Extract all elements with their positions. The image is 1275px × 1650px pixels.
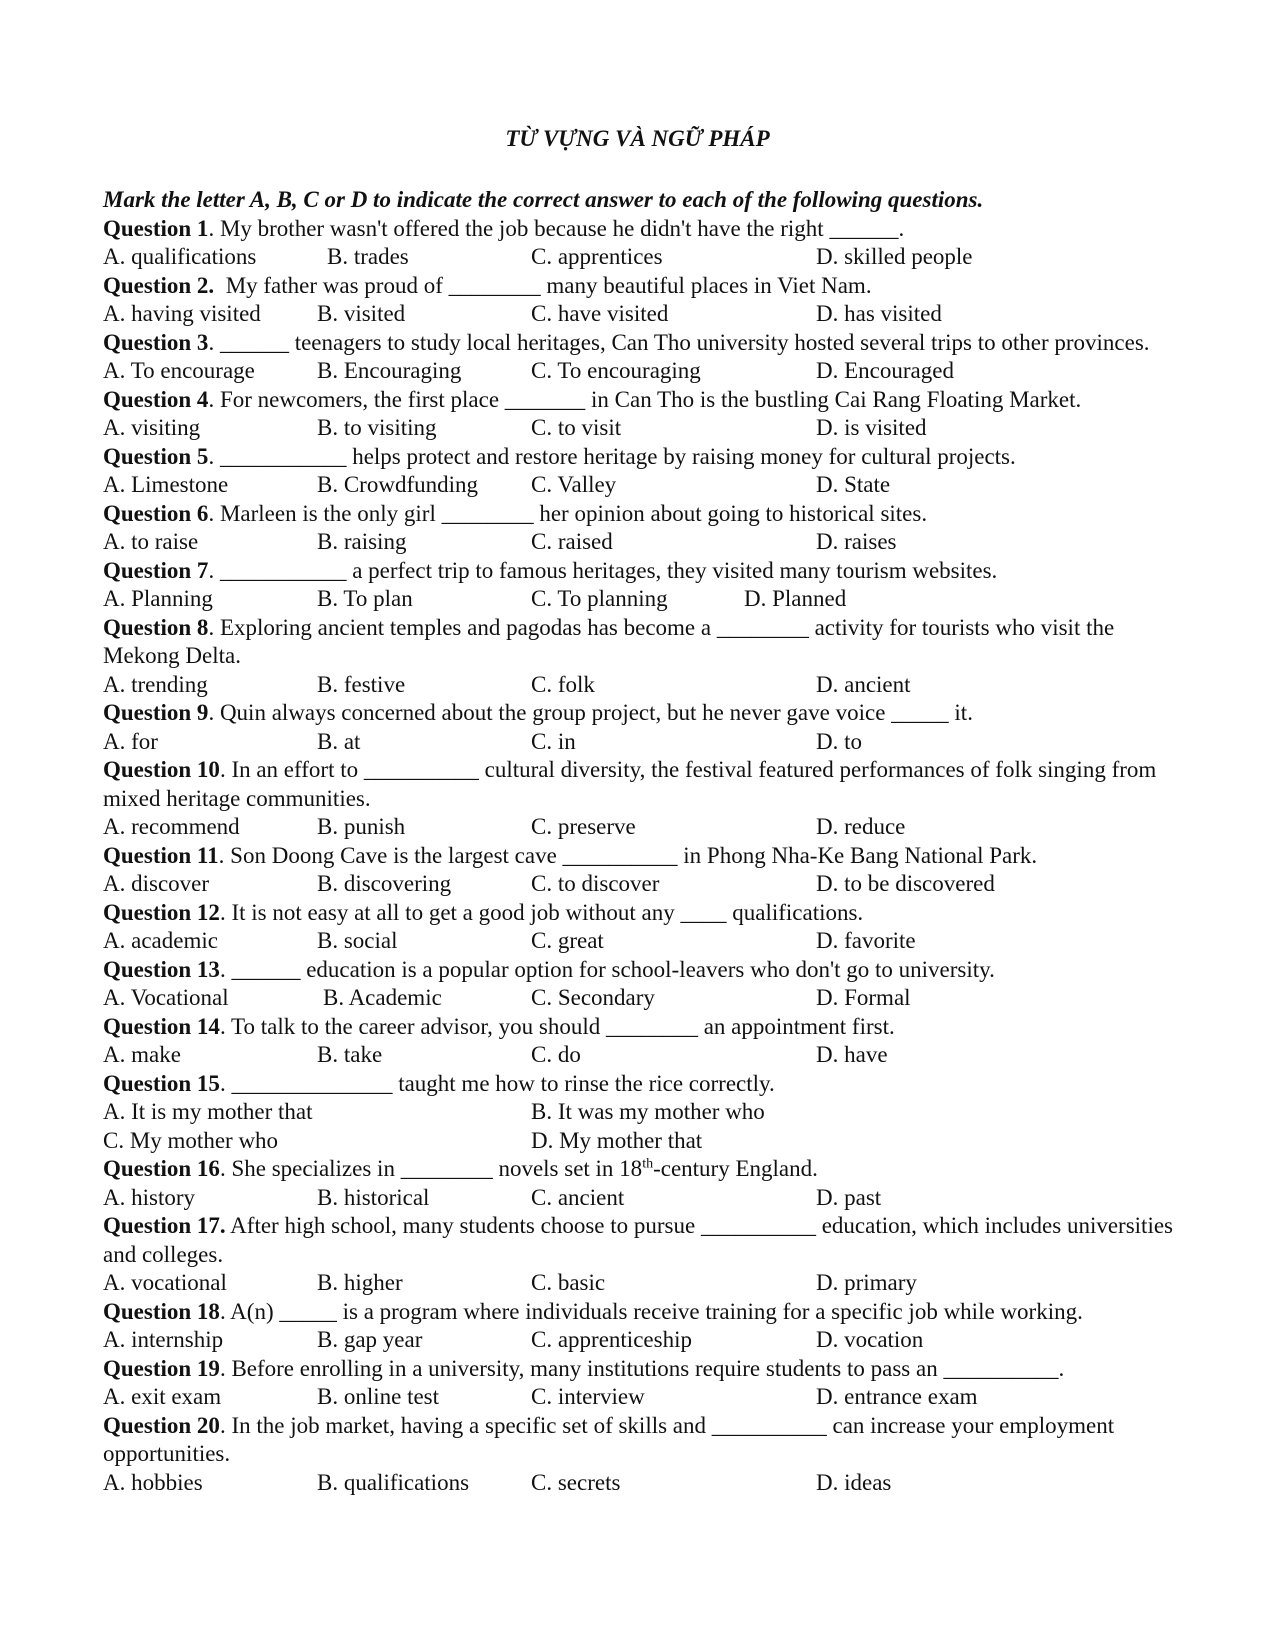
option-a[interactable]: A. recommend bbox=[103, 814, 240, 839]
options-row bbox=[103, 870, 1193, 899]
options-row bbox=[103, 1469, 1193, 1498]
question-text: . Quin always concerned about the group project, but he never gave voice _____ it. bbox=[208, 700, 973, 725]
question-text: . In an effort to __________ cultural diversity, the festival featured performances of folk singing from mixed heritage communities. bbox=[103, 757, 1157, 811]
question-label: Question 6 bbox=[103, 500, 209, 526]
question-list bbox=[103, 186, 1193, 1497]
question-text: . For newcomers, the first place _______ in Can Tho is the bustling Cai Rang Floating Market. bbox=[208, 386, 1082, 412]
option-b[interactable]: B. punish bbox=[317, 814, 406, 839]
question-stem bbox=[103, 215, 1193, 244]
option-c[interactable]: C. To encouraging bbox=[531, 358, 701, 383]
question-label: Question 9 bbox=[103, 700, 209, 725]
question-text: After high school, many students choose to pursue __________ education, which includes universities and colleges. bbox=[103, 1213, 1173, 1267]
question-stem bbox=[103, 1412, 1193, 1469]
option-d[interactable]: D. is visited bbox=[816, 415, 927, 440]
option-a[interactable]: A. exit exam bbox=[103, 1384, 222, 1409]
option-a[interactable]: A. having visited bbox=[103, 301, 261, 326]
option-b[interactable]: B. Academic bbox=[323, 985, 442, 1010]
option-d[interactable]: D. Planned bbox=[744, 586, 847, 611]
question-9 bbox=[103, 699, 1193, 756]
option-a[interactable]: A. hobbies bbox=[103, 1469, 203, 1495]
question-stem bbox=[103, 386, 1193, 415]
question-1 bbox=[103, 215, 1193, 272]
option-c[interactable]: C. apprentices bbox=[531, 244, 663, 269]
options-row bbox=[103, 927, 1193, 956]
option-b[interactable]: B. historical bbox=[317, 1184, 430, 1210]
question-label: Question 18 bbox=[103, 1298, 220, 1324]
option-d[interactable]: D. favorite bbox=[816, 928, 916, 953]
question-2 bbox=[103, 272, 1193, 329]
option-c[interactable]: C. My mother who bbox=[103, 1127, 279, 1153]
question-13 bbox=[103, 956, 1193, 1013]
option-b[interactable]: B. festive bbox=[317, 671, 406, 697]
option-b[interactable]: B. trades bbox=[327, 244, 409, 269]
options-grid bbox=[103, 1098, 1193, 1155]
question-label: Question 10 bbox=[103, 757, 220, 782]
option-c[interactable]: C. Secondary bbox=[531, 985, 655, 1010]
option-d[interactable]: D. Formal bbox=[816, 985, 911, 1010]
question-label: Question 20 bbox=[103, 1412, 220, 1438]
question-4 bbox=[103, 386, 1193, 443]
question-text: . To talk to the career advisor, you should ________ an appointment first. bbox=[219, 1013, 895, 1039]
question-text: . ______ teenagers to study local heritages, Can Tho university hosted several trips to other provinces. bbox=[208, 329, 1150, 355]
instruction-text: Mark the letter A, B, C or D to indicate the correct answer to each of the following questions. bbox=[103, 187, 984, 212]
option-d[interactable]: D. entrance exam bbox=[816, 1384, 978, 1409]
question-label: Question 3 bbox=[103, 329, 209, 355]
question-label: Question 1 bbox=[103, 215, 209, 241]
option-c[interactable]: C. folk bbox=[531, 671, 595, 697]
question-stem bbox=[103, 1298, 1193, 1327]
question-label: Question 4 bbox=[103, 386, 209, 412]
question-text: . In the job market, having a specific set of skills and __________ can increase your employment opportunities. bbox=[103, 1412, 1115, 1466]
option-a[interactable]: A. qualifications bbox=[103, 244, 257, 269]
option-b[interactable]: B. Encouraging bbox=[317, 358, 462, 383]
option-b[interactable]: B. online test bbox=[317, 1384, 440, 1409]
question-stem bbox=[103, 756, 1193, 813]
option-d[interactable]: D. to be discovered bbox=[816, 871, 995, 896]
option-d[interactable]: D. ancient bbox=[816, 671, 911, 697]
option-c[interactable]: C. have visited bbox=[531, 301, 669, 326]
option-b[interactable]: B. at bbox=[317, 728, 361, 754]
question-stem bbox=[103, 1070, 1193, 1099]
option-c[interactable]: C. ancient bbox=[531, 1184, 625, 1210]
options-row bbox=[103, 357, 1193, 386]
question-stem bbox=[103, 1155, 1193, 1184]
option-b[interactable]: B. higher bbox=[317, 1270, 403, 1295]
option-b[interactable]: B. raising bbox=[317, 529, 407, 554]
options-row bbox=[103, 1269, 1193, 1298]
question-16 bbox=[103, 1155, 1193, 1212]
question-text: My father was proud of ________ many beautiful places in Viet Nam. bbox=[214, 272, 872, 298]
option-a[interactable]: A. trending bbox=[103, 671, 208, 697]
question-stem bbox=[103, 1355, 1193, 1384]
question-text: . Before enrolling in a university, many institutions require students to pass an __________. bbox=[219, 1355, 1065, 1381]
question-6 bbox=[103, 500, 1193, 557]
option-d[interactable]: D. State bbox=[816, 472, 891, 497]
page-title: TỪ VỰNG VÀ NGỮ PHÁP bbox=[505, 126, 770, 151]
option-d[interactable]: D. ideas bbox=[816, 1469, 892, 1495]
question-label: Question 5 bbox=[103, 443, 209, 469]
question-20 bbox=[103, 1412, 1193, 1498]
option-b[interactable]: B. Crowdfunding bbox=[317, 472, 478, 497]
option-a[interactable]: A. to raise bbox=[103, 529, 199, 554]
option-d[interactable]: D. have bbox=[816, 1042, 888, 1067]
option-c[interactable]: C. do bbox=[531, 1042, 581, 1067]
options-row bbox=[103, 984, 1193, 1013]
option-a[interactable]: A. vocational bbox=[103, 1270, 227, 1295]
question-label: Question 14 bbox=[103, 1013, 220, 1039]
question-text: . ______ education is a popular option for school-leavers who don't go to university. bbox=[219, 956, 995, 982]
option-c[interactable]: C. raised bbox=[531, 529, 613, 554]
question-8 bbox=[103, 614, 1193, 700]
question-12 bbox=[103, 899, 1193, 956]
option-b[interactable]: B. visited bbox=[317, 301, 406, 326]
options-row bbox=[103, 528, 1193, 557]
option-a[interactable]: A. Planning bbox=[103, 586, 213, 611]
option-b[interactable]: B. qualifications bbox=[317, 1469, 470, 1495]
option-d[interactable]: D. past bbox=[816, 1184, 882, 1210]
question-text: . ______________ taught me how to rinse the rice correctly. bbox=[219, 1070, 775, 1096]
question-stem bbox=[103, 272, 1193, 301]
option-c[interactable]: C. basic bbox=[531, 1270, 606, 1295]
option-a[interactable]: A. history bbox=[103, 1184, 195, 1210]
option-d[interactable]: D. Encouraged bbox=[816, 358, 954, 383]
question-text-end: -century England. bbox=[653, 1156, 818, 1181]
option-a[interactable]: A. Vocational bbox=[103, 985, 229, 1010]
question-10 bbox=[103, 756, 1193, 842]
question-text: . My brother wasn't offered the job because he didn't have the right ______. bbox=[208, 215, 905, 241]
question-label: Question 15 bbox=[103, 1070, 220, 1096]
question-stem bbox=[103, 842, 1193, 871]
option-a[interactable]: A. visiting bbox=[103, 415, 201, 440]
option-a[interactable]: A. To encourage bbox=[103, 358, 255, 383]
option-b[interactable]: B. to visiting bbox=[317, 415, 437, 440]
question-17 bbox=[103, 1212, 1193, 1298]
option-a[interactable]: A. for bbox=[103, 728, 158, 754]
question-label: Question 17. bbox=[103, 1213, 226, 1238]
option-a[interactable]: A. discover bbox=[103, 871, 210, 896]
option-c[interactable]: C. interview bbox=[531, 1384, 645, 1409]
option-c[interactable]: C. in bbox=[531, 728, 576, 754]
question-text: . Marleen is the only girl ________ her opinion about going to historical sites. bbox=[208, 500, 928, 526]
option-a[interactable]: A. Limestone bbox=[103, 472, 229, 497]
option-b[interactable]: B. take bbox=[317, 1042, 383, 1067]
question-19 bbox=[103, 1355, 1193, 1412]
options-row bbox=[103, 1383, 1193, 1412]
question-text: . It is not easy at all to get a good job without any ____ qualifications. bbox=[219, 899, 864, 925]
question-label: Question 16 bbox=[103, 1156, 220, 1181]
question-text: . A(n) _____ is a program where individuals receive training for a specific job while working. bbox=[219, 1298, 1083, 1324]
option-b[interactable]: B. gap year bbox=[317, 1327, 423, 1352]
options-row bbox=[103, 243, 1193, 272]
question-text: . Exploring ancient temples and pagodas has become a ________ activity for tourists who visit the Mekong Delta. bbox=[103, 614, 1115, 668]
options-row bbox=[103, 1041, 1193, 1070]
option-c[interactable]: C. To planning bbox=[531, 586, 668, 611]
options-row bbox=[103, 471, 1193, 500]
question-label: Question 13 bbox=[103, 956, 220, 982]
options-row bbox=[103, 728, 1193, 757]
question-7 bbox=[103, 557, 1193, 614]
option-d[interactable]: D. reduce bbox=[816, 814, 906, 839]
option-d[interactable]: D. raises bbox=[816, 529, 897, 554]
question-stem bbox=[103, 557, 1193, 586]
option-d[interactable]: D. skilled people bbox=[816, 244, 973, 269]
question-label: Question 11 bbox=[103, 842, 219, 868]
option-a[interactable]: A. make bbox=[103, 1042, 181, 1067]
options-row bbox=[103, 671, 1193, 700]
option-c[interactable]: C. secrets bbox=[531, 1469, 621, 1495]
options-row bbox=[103, 414, 1193, 443]
option-c[interactable]: C. great bbox=[531, 928, 604, 953]
option-a[interactable]: A. internship bbox=[103, 1327, 224, 1352]
option-b[interactable]: B. To plan bbox=[317, 586, 413, 611]
question-stem bbox=[103, 899, 1193, 928]
option-c[interactable]: C. to discover bbox=[531, 871, 660, 896]
question-text: . Son Doong Cave is the largest cave __________ in Phong Nha-Ke Bang National Park. bbox=[218, 842, 1038, 868]
question-text: . ___________ a perfect trip to famous heritages, they visited many tourism websites. bbox=[208, 557, 998, 583]
options-row bbox=[103, 1326, 1193, 1355]
option-d[interactable]: D. primary bbox=[816, 1270, 917, 1295]
option-d[interactable]: D. vocation bbox=[816, 1327, 924, 1352]
option-c[interactable]: C. preserve bbox=[531, 814, 636, 839]
question-15 bbox=[103, 1070, 1193, 1156]
options-row bbox=[103, 1184, 1193, 1213]
question-stem bbox=[103, 329, 1193, 358]
option-c[interactable]: C. Valley bbox=[531, 472, 617, 497]
question-stem bbox=[103, 443, 1193, 472]
question-label: Question 19 bbox=[103, 1355, 220, 1381]
option-b[interactable]: B. social bbox=[317, 928, 398, 953]
question-label: Question 2. bbox=[103, 272, 215, 298]
question-stem bbox=[103, 500, 1193, 529]
question-text: . ___________ helps protect and restore heritage by raising money for cultural projects. bbox=[208, 443, 1016, 469]
question-stem bbox=[103, 1013, 1193, 1042]
option-d[interactable]: D. My mother that bbox=[531, 1127, 703, 1153]
option-d[interactable]: D. to bbox=[816, 728, 862, 754]
option-d[interactable]: D. has visited bbox=[816, 301, 942, 326]
question-stem bbox=[103, 956, 1193, 985]
option-c[interactable]: C. to visit bbox=[531, 415, 622, 440]
question-stem bbox=[103, 1212, 1193, 1269]
question-18 bbox=[103, 1298, 1193, 1355]
option-c[interactable]: C. apprenticeship bbox=[531, 1327, 692, 1352]
superscript: th bbox=[642, 1156, 654, 1172]
options-row bbox=[103, 300, 1193, 329]
question-label: Question 8 bbox=[103, 614, 209, 640]
question-stem bbox=[103, 614, 1193, 671]
option-b[interactable]: B. discovering bbox=[317, 871, 452, 896]
question-11 bbox=[103, 842, 1193, 899]
options-row bbox=[103, 813, 1193, 842]
question-label: Question 7 bbox=[103, 557, 209, 583]
question-label: Question 12 bbox=[103, 899, 220, 925]
question-3 bbox=[103, 329, 1193, 386]
question-text: . She specializes in ________ novels set in 18 bbox=[219, 1156, 643, 1181]
option-b[interactable]: B. It was my mother who bbox=[531, 1099, 765, 1124]
question-14 bbox=[103, 1013, 1193, 1070]
option-a[interactable]: A. It is my mother that bbox=[103, 1099, 313, 1124]
question-5 bbox=[103, 443, 1193, 500]
options-row bbox=[103, 585, 1193, 614]
option-a[interactable]: A. academic bbox=[103, 928, 218, 953]
question-stem bbox=[103, 699, 1193, 728]
